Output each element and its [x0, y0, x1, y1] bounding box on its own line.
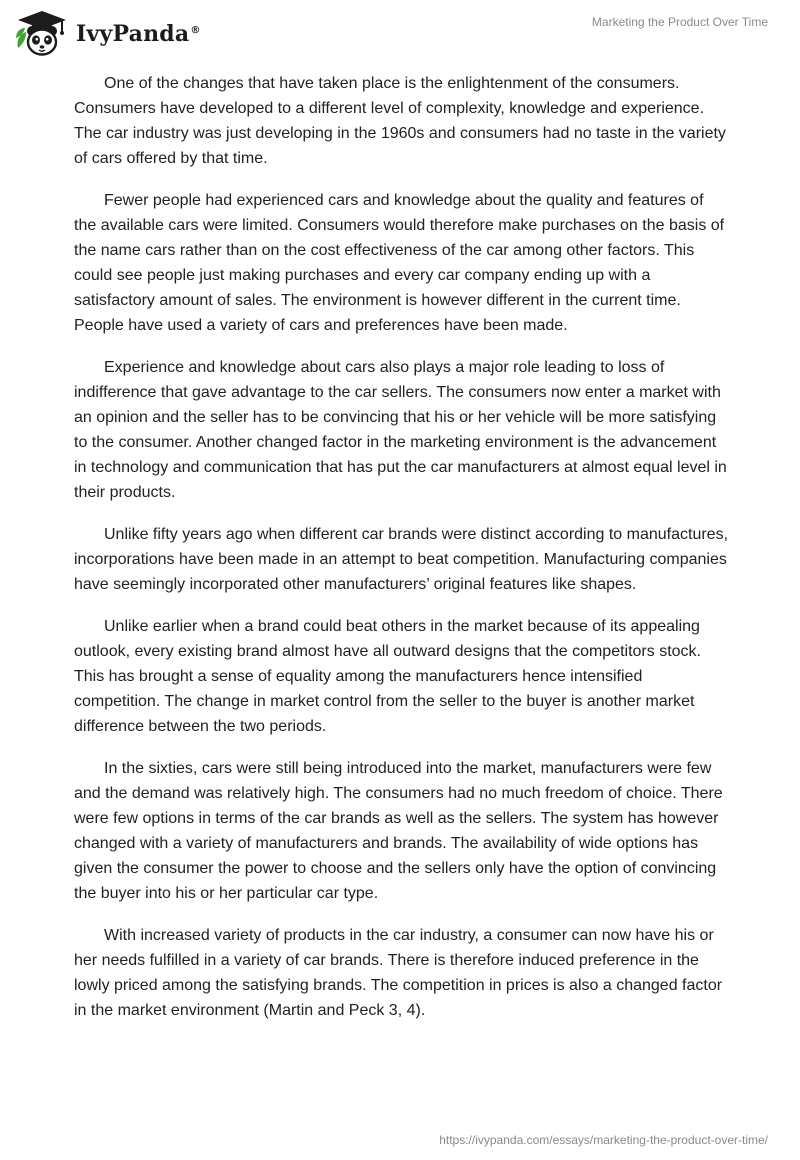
- registered-mark: ®: [190, 24, 201, 36]
- paragraph: In the sixties, cars were still being introduced into the market, manufacturers were few and the demand was relatively high. The consumers had no much freedom of choice. There were few options in terms of the car brands as well as the sellers. The system has however changed with a variety of manufacturers and brands. The availability of wide options has given the consumer the power to choose and the sellers only have the option of convincing the buyer into his or her particular car type.: [74, 760, 723, 902]
- page-header: [0, 0, 800, 64]
- paragraph: Experience and knowledge about cars also plays a major role leading to loss of indifference that gave advantage to the car sellers. The consumers now enter a market with an opinion and the seller has to be convincing that his or her vehicle will be more satisfying to the consumer. Another changed factor in the marketing environment is the advancement in technology and communication that has put the car manufacturers at almost equal level in their products.: [74, 359, 727, 501]
- source-url[interactable]: https://ivypanda.com/essays/marketing-the-product-over-time/: [439, 1133, 768, 1147]
- brand-name: IvyPanda®: [76, 21, 201, 47]
- paragraph: Unlike fifty years ago when different car brands were distinct according to manufactures, incorporations have been made in an attempt to beat competition. Manufacturing companies have seemingly incorporated other manufacturers’ original features like shapes.: [74, 526, 729, 593]
- document-title: Marketing the Product Over Time: [591, 15, 768, 29]
- paragraph: One of the changes that have taken place is the enlightenment of the consumers. Consumers have developed to a different level of complexity, knowledge and experience. The car industry was just developing in the 1960s and consumers had no taste in the variety of cars offered by that time.: [74, 75, 726, 167]
- paragraph: With increased variety of products in the car industry, a consumer can now have his or her needs fulfilled in a variety of car brands. There is therefore induced preference in the lowly priced among the satisfying brands. The competition in prices is also a changed factor in the market environment (Martin and Peck 3, 4).: [74, 927, 723, 1019]
- paragraph: Unlike earlier when a brand could beat others in the market because of its appealing outlook, every existing brand almost have all outward designs that the competitors stock. This has brought a sense of equality among the manufacturers hence intensified competition. The change in market control from the seller to the buyer is another market difference between the two periods.: [74, 618, 701, 735]
- panda-graduate-icon: [14, 8, 70, 58]
- paragraph: Fewer people had experienced cars and knowledge about the quality and features of the available cars were limited. Consumers would therefore make purchases on the basis of the name cars rather than on the cost effectiveness of the car among other factors. This could see people just making purchases and every car company ending up with a satisfactory amount of sales. The environment is however different in the current time. People have used a variety of cars and preferences have been made.: [74, 192, 725, 334]
- essay-body: [74, 71, 730, 1040]
- brand-logo[interactable]: [14, 8, 201, 58]
